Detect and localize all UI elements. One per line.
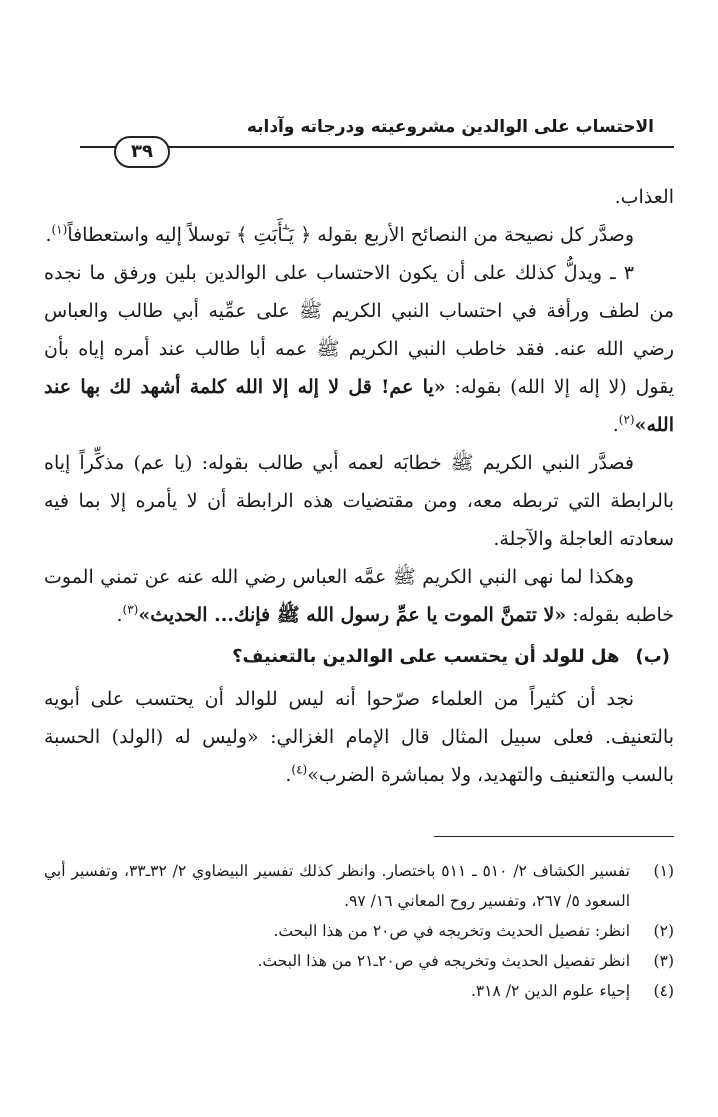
paragraph-6 [44, 680, 674, 794]
footnote-1 [44, 856, 674, 916]
paragraph-2 [44, 216, 674, 254]
footnote-ref-4[interactable]: (٤) [291, 762, 308, 777]
footnote-number: (٤) [653, 982, 674, 1000]
paragraph-6-end: . [285, 764, 292, 786]
hadith-quote-2: «لا تتمنَّ الموت يا عمِّ رسول الله ﷺ فإنك... الحديث» [138, 604, 567, 626]
section-title: هل للولد أن يحتسب على الوالدين بالتعنيف؟ [232, 646, 620, 667]
paragraph-4: فصدَّر النبي الكريم ﷺ خطابَه لعمه أبي طالب بقوله: (يا عم) مذكِّراً إياه بالرابطة التي تربطه معه، ومن مقتضيات هذه الرابطة أن لا يأمره إلا بما فيه سعادته العاجلة والآجلة. [44, 452, 674, 550]
footnote-number: (١) [653, 862, 674, 880]
running-title: الاحتساب على الوالدين مشروعيته ودرجاته وآدابه [246, 117, 654, 137]
page-number: ٣٩ [114, 136, 170, 168]
footnote-text: إحياء علوم الدين ٢/ ٣١٨. [470, 982, 630, 1000]
footnote-number: (٣) [653, 952, 674, 970]
paragraph-3-end: . [612, 414, 619, 436]
footnote-ref-1[interactable]: (١) [51, 222, 68, 237]
paragraph-2-end: . [45, 224, 52, 246]
section-marker: (ب) [635, 646, 670, 667]
paragraph-3-text: ٣ ـ ويدلُّ كذلك على أن يكون الاحتساب على الوالدين بلين ورفق ما نجده من لطف ورأفة في احتساب النبي الكريم ﷺ على عمِّيه أبي طالب والعباس رضي الله عنه. فقد خاطب النبي الكريم ﷺ عمه أبا طالب عند أمره إياه بأن يقول (لا إله إلا الله) بقوله: [44, 262, 674, 398]
paragraph-5-text: وهكذا لما نهى النبي الكريم ﷺ عمَّه العباس رضي الله عنه عن تمني الموت خاطبه بقوله: [44, 566, 674, 626]
footnote-text: انظر تفصيل الحديث وتخريجه في ص٢٠ـ٢١ من هذا البحث. [257, 952, 630, 970]
paragraph-1: العذاب. [614, 186, 674, 208]
main-text [44, 178, 674, 794]
paragraph-5-end: . [116, 604, 123, 626]
paragraph-2-text: وصدَّر كل نصيحة من النصائح الأربع بقوله ﴿ يَـٰٓأَبَتِ ﴾ توسلاً إليه واستعطافاً [67, 224, 634, 246]
footnote-3 [44, 946, 674, 976]
footnote-4 [44, 976, 674, 1006]
footnote-separator [434, 836, 674, 837]
paragraph-5 [44, 558, 674, 634]
footnote-number: (٢) [653, 922, 674, 940]
section-heading [44, 638, 674, 676]
footnote-ref-2[interactable]: (٢) [618, 412, 635, 427]
footnote-2 [44, 916, 674, 946]
footnotes [44, 856, 674, 1006]
paragraph-3 [44, 254, 674, 444]
hadith-quote-1: «يا عم! قل لا إله إلا الله كلمة أشهد لك بها عند الله» [44, 376, 674, 436]
paragraph-6-text: نجد أن كثيراً من العلماء صرّحوا أنه ليس للوالد أن يحتسب على أبويه بالتعنيف. فعلى سبيل المثال قال الإمام الغزالي: «وليس له (الولد) الحسبة بالسب والتعنيف والتهديد، ولا بمباشرة الضرب» [44, 688, 674, 786]
footnote-ref-3[interactable]: (٣) [122, 602, 139, 617]
footnote-text: تفسير الكشاف ٢/ ٥١٠ ـ ٥١١ باختصار. وانظر كذلك تفسير البيضاوي ٢/ ٣٢ـ٣٣، وتفسير أبي السعود ٥/ ٢٦٧، وتفسير روح المعاني ١٦/ ٩٧. [44, 862, 630, 910]
footnote-text: انظر: تفصيل الحديث وتخريجه في ص٢٠ من هذا البحث. [273, 922, 630, 940]
